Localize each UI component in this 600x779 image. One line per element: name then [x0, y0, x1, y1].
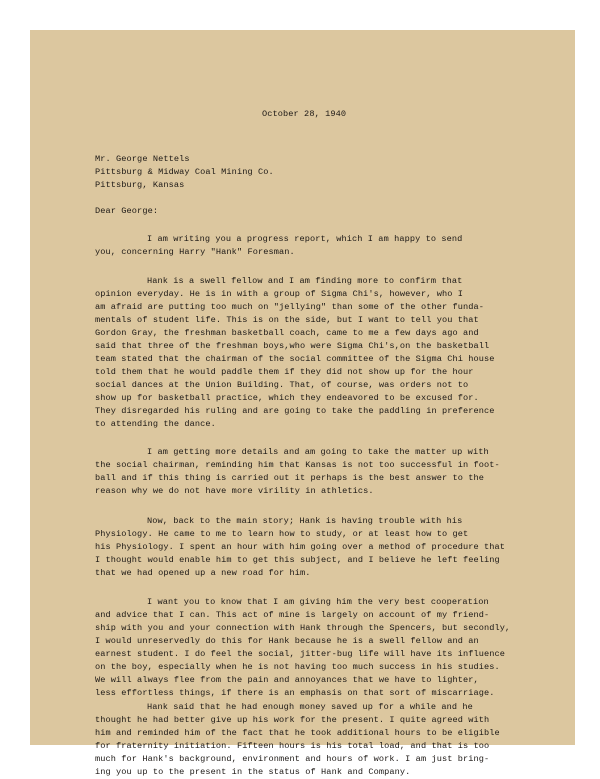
- paragraph-line: mentals of student life. This is on the side, but I want to tell you that: [95, 315, 479, 325]
- letter-date: October 28, 1940: [262, 109, 347, 119]
- paragraph-line: that we had opened up a new road for him.: [95, 568, 311, 578]
- paragraph-line: I am getting more details and am going to take the matter up with: [147, 447, 489, 457]
- paragraph-line: on the boy, especially when he is not having too much success in his studies.: [95, 662, 500, 672]
- paragraph-line: Hank said that he had enough money saved up for a while and he: [147, 702, 473, 712]
- paragraph-line: ball and if this thing is carried out it perhaps is the best answer to the: [95, 473, 485, 483]
- paragraph: [95, 515, 505, 580]
- paragraph-line: reason why we do not have more virility in athletics.: [95, 486, 374, 496]
- paragraph-line: am afraid are putting too much on "jellying" than some of the other funda-: [95, 302, 485, 312]
- paragraph-line: ing you up to the present in the status of Hank and Company.: [95, 767, 411, 777]
- paragraph-line: much for Hank's background, environment and hours of work. I am just bring-: [95, 754, 490, 764]
- paragraph-line: opinion everyday. He is in with a group of Sigma Chi's, however, who I: [95, 289, 463, 299]
- paragraph-line: I am writing you a progress report, which I am happy to send: [147, 234, 463, 244]
- recipient-city: Pittsburg, Kansas: [95, 180, 185, 190]
- paragraph-line: you, concerning Harry "Hank" Foresman.: [95, 247, 295, 257]
- paragraph-line: earnest student. I do feel the social, jitter-bug life will have its influence: [95, 649, 506, 659]
- paragraph-line: social dances at the Union Building. That, of course, was orders not to: [95, 380, 469, 390]
- paragraph-line: Gordon Gray, the freshman basketball coach, came to me a few days ago and: [95, 328, 479, 338]
- paragraph-line: show up for basketball practice, which they endeavored to be excused for.: [95, 393, 479, 403]
- paragraph-line: less effortless things, if there is an emphasis on that sort of miscarriage.: [95, 688, 495, 698]
- paragraph-line: the social chairman, reminding him that Kansas is not too successful in foot-: [95, 460, 500, 470]
- recipient-address: [95, 153, 274, 192]
- paragraph: [95, 446, 500, 498]
- paragraph-line: him and reminded him of the fact that he took additional hours to be eligible: [95, 728, 500, 738]
- paragraph: [95, 233, 462, 259]
- paragraph-line: I would unreservedly do this for Hank because he is a swell fellow and an: [95, 636, 479, 646]
- paragraph-line: for fraternity initiation. Fifteen hours is his total load, and that is too: [95, 741, 490, 751]
- paragraph-line: Hank is a swell fellow and I am finding more to confirm that: [147, 276, 463, 286]
- paragraph-line: They disregarded his ruling and are going to take the paddling in preference: [95, 406, 495, 416]
- paragraph-line: told them that he would paddle them if they did not show up for the hour: [95, 367, 474, 377]
- paragraph-line: Now, back to the main story; Hank is having trouble with his: [147, 516, 463, 526]
- paragraph-line: to attending the dance.: [95, 419, 216, 429]
- paragraph-line: Physiology. He came to me to learn how to study, or at least how to get: [95, 529, 469, 539]
- paragraph: [95, 275, 495, 431]
- paragraph-line: said that three of the freshman boys,who were Sigma Chi's,on the basketball: [95, 341, 490, 351]
- paragraph-line: I want you to know that I am giving him the very best cooperation: [147, 597, 489, 607]
- paragraph-line: ship with you and your connection with Hank through the Spencers, but secondly,: [95, 623, 511, 633]
- paragraph-line: team stated that the chairman of the social committee of the Sigma Chi house: [95, 354, 495, 364]
- paragraph: [95, 701, 500, 779]
- paragraph: [95, 596, 510, 700]
- recipient-name: Mr. George Nettels: [95, 154, 190, 164]
- salutation: Dear George:: [95, 206, 159, 216]
- paragraph-line: his Physiology. I spent an hour with him going over a method of procedure that: [95, 542, 506, 552]
- paragraph-line: thought he had better give up his work for the present. I quite agreed with: [95, 715, 490, 725]
- paragraph-line: and advice that I can. This act of mine is largely on account of my friend-: [95, 610, 490, 620]
- paragraph-line: We will always flee from the pain and annoyances that we have to lighter,: [95, 675, 479, 685]
- paragraph-line: I thought would enable him to get this subject, and I believe he left feeling: [95, 555, 500, 565]
- recipient-company: Pittsburg & Midway Coal Mining Co.: [95, 167, 274, 177]
